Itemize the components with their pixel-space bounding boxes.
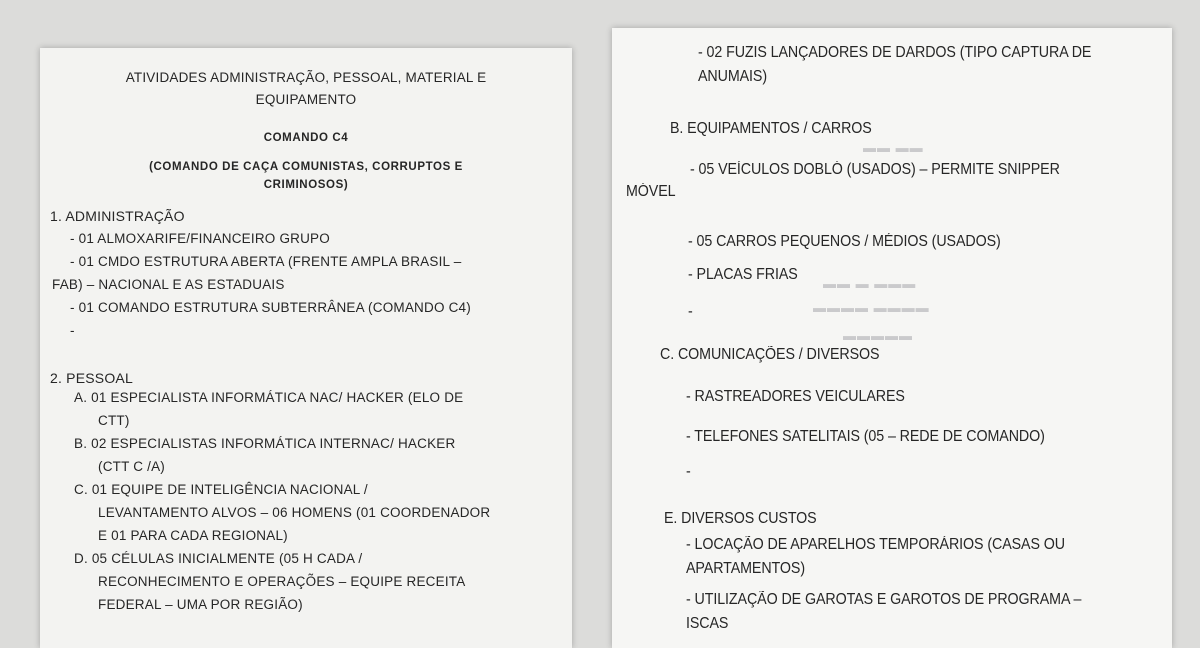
right-line: APARTAMENTOS)	[686, 560, 805, 577]
bleed-through-mark: ▬▬▬ ▬ ▬▬	[822, 276, 916, 291]
section-2-line: LEVANTAMENTO ALVOS – 06 HOMENS (01 COORDENADOR	[98, 505, 491, 520]
right-line: -	[688, 303, 693, 320]
section-1-line: - 01 COMANDO ESTRUTURA SUBTERRÂNEA (COMANDO C4)	[70, 300, 471, 315]
document-page-right	[612, 28, 1172, 648]
section-2-title: 2. PESSOAL	[50, 370, 133, 386]
section-1-line: -	[70, 323, 75, 338]
right-line: - 05 VEÍCULOS DOBLÓ (USADOS) – PERMITE SNIPPER	[690, 161, 1060, 178]
section-1-line: - 01 ALMOXARIFE/FINANCEIRO GRUPO	[70, 231, 330, 246]
bleed-through-mark: ▬▬▬▬ ▬▬▬▬	[812, 300, 929, 315]
section-2-line: C. 01 EQUIPE DE INTELIGÊNCIA NACIONAL /	[74, 482, 368, 497]
right-line: B. EQUIPAMENTOS / CARROS	[670, 120, 872, 137]
right-line: - LOCAÇÃO DE APARELHOS TEMPORÁRIOS (CASAS OU	[686, 536, 1065, 553]
command-subtitle-line-1: (COMANDO DE CAÇA COMUNISTAS, CORRUPTOS E	[149, 161, 463, 173]
right-line: ANUMAIS)	[698, 68, 767, 85]
heading-line-1: ATIVIDADES ADMINISTRAÇÃO, PESSOAL, MATERIAL E	[125, 70, 487, 85]
section-2-line: CTT)	[98, 413, 130, 428]
section-2-line: D. 05 CÉLULAS INICIALMENTE (05 H CADA /	[74, 551, 363, 566]
right-line: - RASTREADORES VEICULARES	[686, 388, 905, 405]
right-line: - TELEFONES SATELITAIS (05 – REDE DE COMANDO)	[686, 428, 1045, 445]
section-2-line: RECONHECIMENTO E OPERAÇÕES – EQUIPE RECEITA	[98, 574, 466, 589]
right-line: -	[686, 463, 691, 480]
section-2-line: A. 01 ESPECIALISTA INFORMÁTICA NAC/ HACKER (ELO DE	[74, 390, 464, 405]
document-page-left	[40, 48, 572, 648]
section-2-line: (CTT C /A)	[98, 459, 165, 474]
section-2-line: B. 02 ESPECIALISTAS INFORMÁTICA INTERNAC/ HACKER	[74, 436, 456, 451]
right-line: E. DIVERSOS CUSTOS	[664, 510, 817, 527]
right-line: - 05 CARROS PEQUENOS / MÉDIOS (USADOS)	[688, 233, 1001, 250]
command-title: COMANDO C4	[263, 132, 349, 144]
section-1-title: 1. ADMINISTRAÇÃO	[50, 208, 185, 224]
bleed-through-mark: ▬▬ ▬▬	[862, 140, 923, 155]
section-1-line: - 01 CMDO ESTRUTURA ABERTA (FRENTE AMPLA BRASIL –	[70, 254, 462, 269]
command-subtitle-line-2: CRIMINOSOS)	[263, 179, 349, 191]
bleed-through-mark: ▬▬▬▬▬	[842, 328, 912, 343]
right-line: - 02 FUZIS LANÇADORES DE DARDOS (TIPO CAPTURA DE	[698, 44, 1092, 61]
right-line: - PLACAS FRIAS	[688, 266, 798, 283]
section-2-line: E 01 PARA CADA REGIONAL)	[98, 528, 288, 543]
section-1-line: FAB) – NACIONAL E AS ESTADUAIS	[52, 277, 285, 292]
right-line: C. COMUNICAÇÕES / DIVERSOS	[660, 346, 880, 363]
right-line: MÓVEL	[626, 183, 676, 200]
heading-line-2: EQUIPAMENTO	[255, 92, 357, 107]
right-line: - UTILIZAÇÃO DE GAROTAS E GAROTOS DE PROGRAMA –	[686, 591, 1082, 608]
section-2-line: FEDERAL – UMA POR REGIÃO)	[98, 597, 303, 612]
right-line: ISCAS	[686, 615, 729, 632]
